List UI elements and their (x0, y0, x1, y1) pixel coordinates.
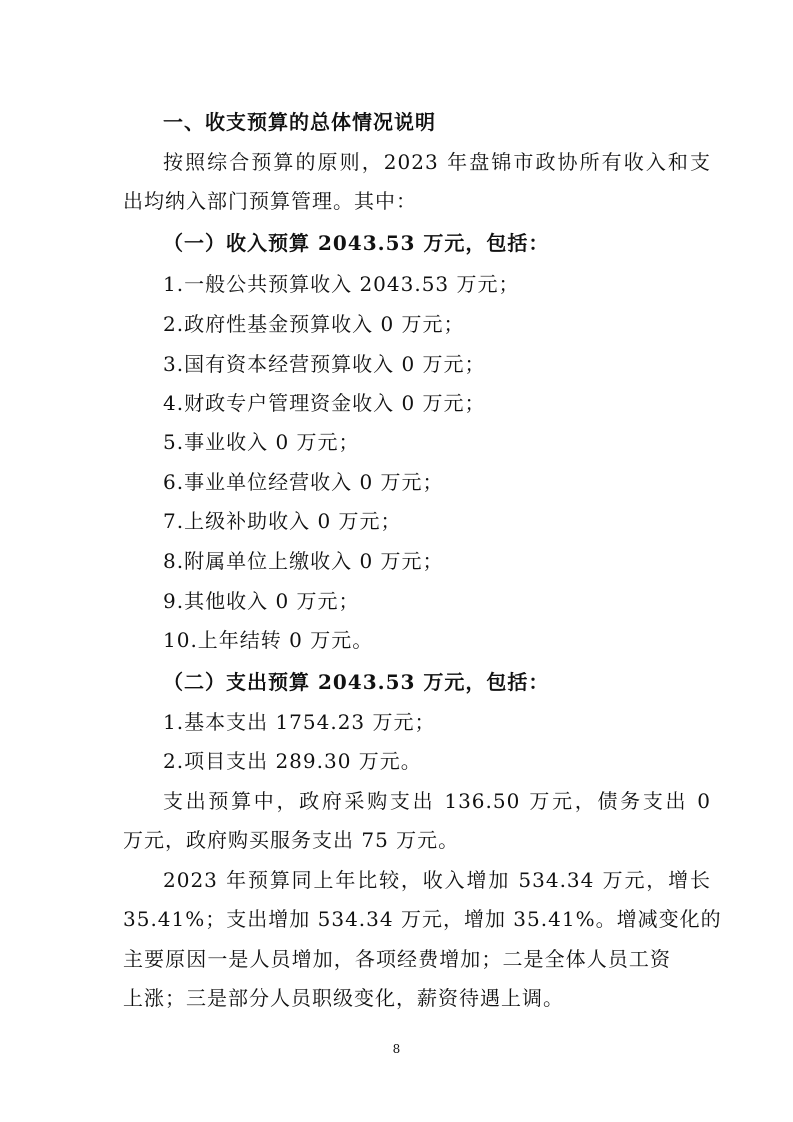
income-item-7: 7.上级补助收入 0 万元； (163, 509, 402, 533)
intro-line-1: 按照综合预算的原则，2023 年盘锦市政协所有收入和支 (163, 150, 711, 174)
expense-title: （二）支出预算 2043.53 万元，包括： (163, 670, 550, 694)
income-item-6: 6.事业单位经营收入 0 万元； (163, 470, 444, 494)
intro-line-2: 出均纳入部门预算管理。其中： (123, 189, 417, 213)
expense-item-2: 2.项目支出 289.30 万元。 (163, 749, 422, 773)
income-title: （一）收入预算 2043.53 万元，包括： (163, 231, 550, 255)
comparison-line-4: 上涨；三是部分人员职级变化，薪资待遇上调。 (123, 986, 564, 1010)
procurement-line-1: 支出预算中，政府采购支出 136.50 万元，债务支出 0 (163, 789, 711, 813)
income-item-9: 9.其他收入 0 万元； (163, 589, 360, 613)
page-number: 8 (392, 1042, 401, 1056)
income-item-3: 3.国有资本经营预算收入 0 万元； (163, 352, 486, 376)
income-item-2: 2.政府性基金预算收入 0 万元； (163, 312, 465, 336)
income-item-1: 1.一般公共预算收入 2043.53 万元； (163, 272, 520, 296)
income-item-4: 4.财政专户管理资金收入 0 万元； (163, 391, 486, 415)
comparison-line-3: 主要原因一是人员增加，各项经费增加；二是全体人员工资 (123, 947, 671, 971)
comparison-line-1: 2023 年预算同上年比较，收入增加 534.34 万元，增长 (163, 868, 711, 892)
section-heading: 一、收支预算的总体情况说明 (163, 110, 436, 134)
income-item-5: 5.事业收入 0 万元； (163, 430, 360, 454)
comparison-line-2: 35.41%；支出增加 534.34 万元，增加 35.41%。增减变化的 (123, 907, 722, 931)
procurement-line-2: 万元，政府购买服务支出 75 万元。 (123, 828, 460, 852)
income-item-8: 8.附属单位上缴收入 0 万元； (163, 549, 444, 573)
income-item-10: 10.上年结转 0 万元。 (163, 628, 374, 652)
expense-item-1: 1.基本支出 1754.23 万元； (163, 710, 436, 734)
